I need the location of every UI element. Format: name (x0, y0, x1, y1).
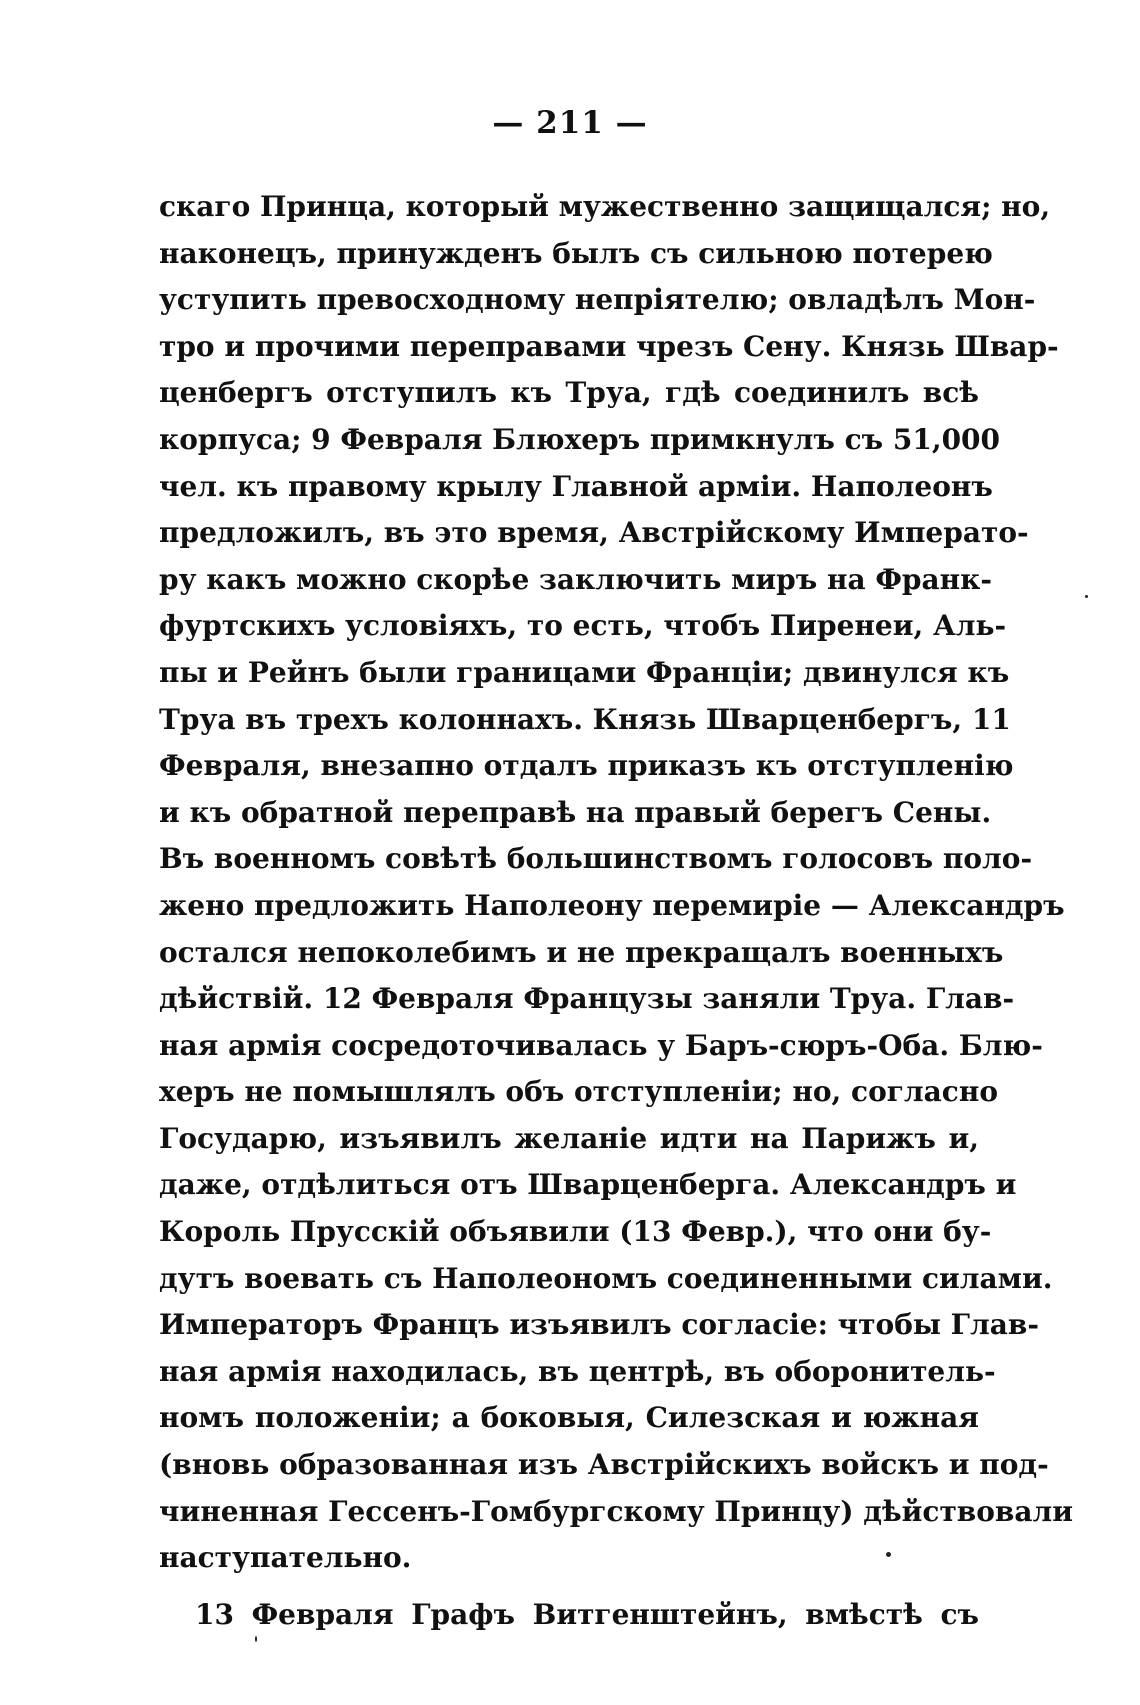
text-line: дутъ воевать съ Наполеономъ соединенными силами. (159, 1261, 1053, 1295)
text-line: ценбергъ отступилъ къ Труа, гдѣ соединилъ всѣ (159, 376, 979, 410)
text-line: и къ обратной переправѣ на правый берегъ Сены. (159, 795, 992, 829)
text-line: ру какъ можно скорѣе заключить миръ на Франк- (159, 562, 992, 596)
text-line: Февраля, внезапно отдалъ приказъ къ отступленію (159, 749, 1014, 783)
text-line: чел. къ правому крылу Главной арміи. Наполеонъ (159, 469, 993, 503)
text-line: наступательно. (159, 1541, 412, 1575)
ink-speck (255, 1636, 257, 1642)
text-line: жено предложить Наполеону перемиріе — Александръ (159, 888, 1065, 922)
text-line: предложилъ, въ это время, Австрійскому Императо- (159, 516, 1029, 550)
text-line: фуртскихъ условіяхъ, то есть, чтобъ Пиренеи, Аль- (159, 609, 1007, 643)
text-line: чиненная Гессенъ-Гомбургскому Принцу) дѣйствовали (159, 1494, 1074, 1528)
text-line: херъ не помышлялъ объ отступленіи; но, согласно (159, 1075, 999, 1109)
text-line: ная армія сосредоточивалась у Баръ-сюръ-Оба. Блю- (159, 1028, 1043, 1062)
text-line: уступить превосходному непріятелю; овладѣлъ Мон- (159, 283, 1036, 317)
text-line: 13 Февраля Графъ Витгенштейнъ, вмѣстѣ съ (195, 1597, 979, 1631)
text-line: ная армія находилась, въ центрѣ, въ оборонитель- (159, 1354, 996, 1388)
text-line: Государю, изъявилъ желаніе идти на Парижъ и, (159, 1121, 979, 1155)
text-line: дѣйствій. 12 Февраля Французы заняли Труа. Глав- (159, 982, 1015, 1016)
text-line: Императоръ Францъ изъявилъ согласіе: чтобы Глав- (159, 1308, 1039, 1342)
text-line: корпуса; 9 Февраля Блюхеръ примкнулъ съ 51,000 (159, 422, 1001, 456)
page-number: — 211 — (492, 105, 648, 141)
text-line: остался непоколебимъ и не прекращалъ военныхъ (159, 935, 1004, 969)
text-line: (вновь образованная изъ Австрійскихъ войскъ и под- (159, 1448, 1049, 1482)
text-line: скаго Принца, который мужественно защищался; но, (159, 190, 1051, 223)
text-line: даже, отдѣлиться отъ Шварценберга. Александръ и (159, 1168, 1017, 1202)
ink-speck (886, 1552, 891, 1557)
text-line: Король Прусскій объявили (13 Февр.), что они бу- (159, 1215, 992, 1249)
text-line: Труа въ трехъ колоннахъ. Князь Шварценбергъ, 11 (159, 702, 1011, 736)
text-line: номъ положеніи; а боковыя, Силезская и южная (159, 1401, 979, 1435)
text-line: пы и Рейнъ были границами Франціи; двинулся къ (159, 655, 1010, 689)
ink-speck (1085, 595, 1088, 598)
text-line: наконецъ, принужденъ былъ съ сильною потерею (159, 236, 993, 270)
body-text (159, 184, 1074, 1638)
text-line: тро и прочими переправами чрезъ Сену. Князь Швар- (159, 329, 1059, 363)
text-line: Въ военномъ совѣтѣ большинствомъ голосовъ поло- (159, 842, 1033, 876)
